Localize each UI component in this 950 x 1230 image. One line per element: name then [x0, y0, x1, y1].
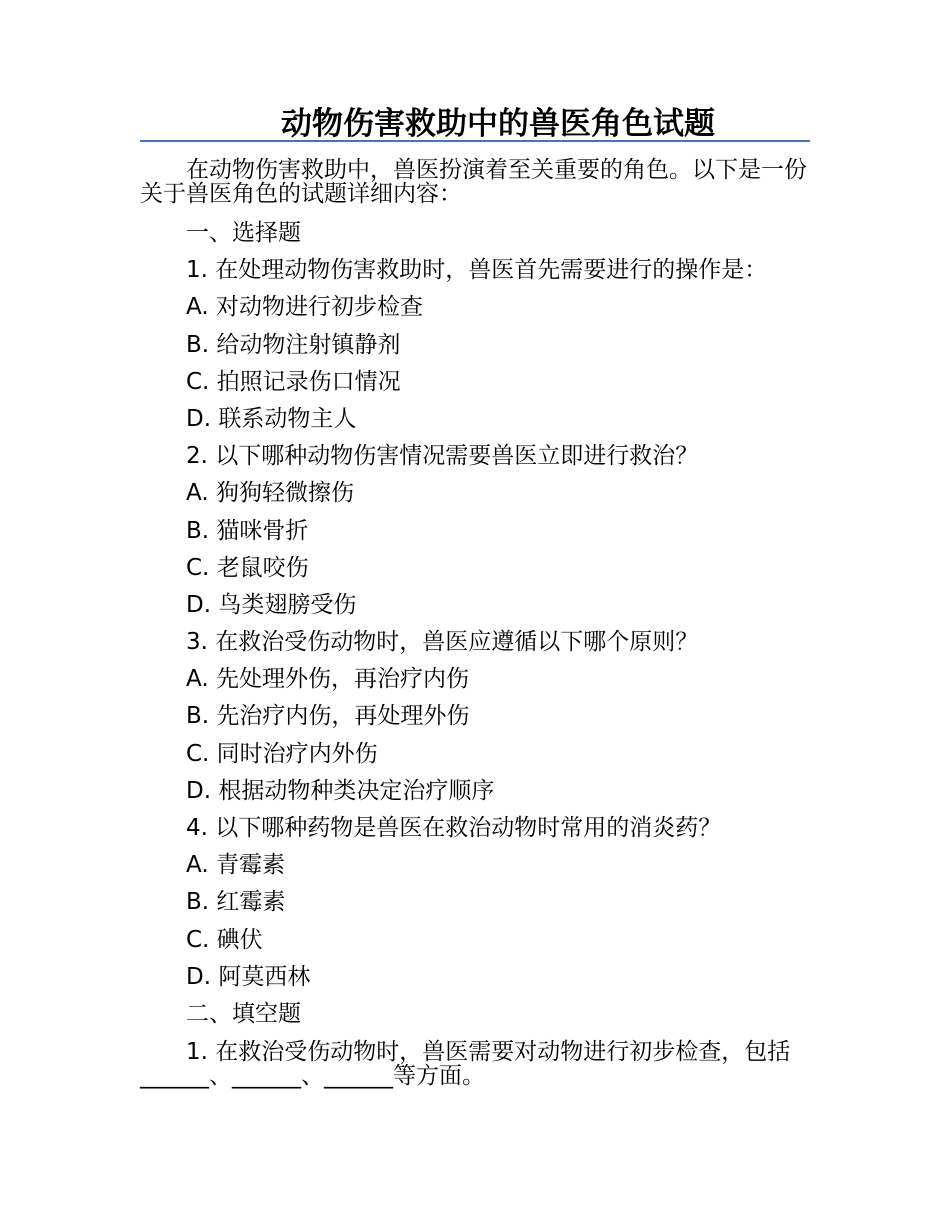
- option-2b: B. 猫咪骨折: [186, 517, 309, 544]
- option-4a: A. 青霉素: [186, 852, 285, 879]
- question-1: 1. 在处理动物伤害救助时，兽医首先需要进行的操作是：: [186, 257, 768, 284]
- question-4: 4. 以下哪种药物是兽医在救治动物时常用的消炎药？: [186, 815, 722, 841]
- intro-paragraph: 在动物伤害救助中，兽医扮演着至关重要的角色。以下是一份关于兽医角色的试题详细内容：: [140, 157, 807, 207]
- title-block: [140, 104, 810, 142]
- option-3c: C. 同时治疗内外伤: [186, 740, 378, 767]
- option-2c: C. 老鼠咬伤: [186, 554, 309, 581]
- option-4b: B. 红霉素: [186, 889, 286, 916]
- option-3b: B. 先治疗内伤，再处理外伤: [186, 703, 470, 730]
- option-3d: D. 根据动物种类决定治疗顺序: [186, 777, 495, 804]
- option-1a: A. 对动物进行初步检查: [186, 294, 423, 321]
- question-list: [186, 216, 826, 1034]
- option-4c: C. 碘伏: [186, 926, 263, 953]
- option-3a: A. 先处理外伤，再治疗内伤: [186, 666, 469, 693]
- question-3: 3. 在救治受伤动物时，兽医应遵循以下哪个原则？: [186, 629, 699, 656]
- option-1b: B. 给动物注射镇静剂: [186, 331, 401, 358]
- question-2: 2. 以下哪种动物伤害情况需要兽医立即进行救治？: [186, 443, 699, 470]
- option-2d: D. 鸟类翅膀受伤: [186, 591, 357, 618]
- option-1c: C. 拍照记录伤口情况: [186, 368, 401, 395]
- document-title: 动物伤害救助中的兽医角色试题: [281, 106, 715, 142]
- option-2a: A. 狗狗轻微擦伤: [186, 480, 354, 507]
- fill-question-1: 1. 在救治受伤动物时，兽医需要对动物进行初步检查，包括______、______、______等方面。: [140, 1039, 791, 1089]
- section-heading-choice: 一、选择题: [186, 220, 301, 246]
- option-1d: D. 联系动物主人: [186, 405, 357, 432]
- section-heading-fill: 二、填空题: [186, 1000, 301, 1027]
- option-4d: D. 阿莫西林: [186, 963, 311, 990]
